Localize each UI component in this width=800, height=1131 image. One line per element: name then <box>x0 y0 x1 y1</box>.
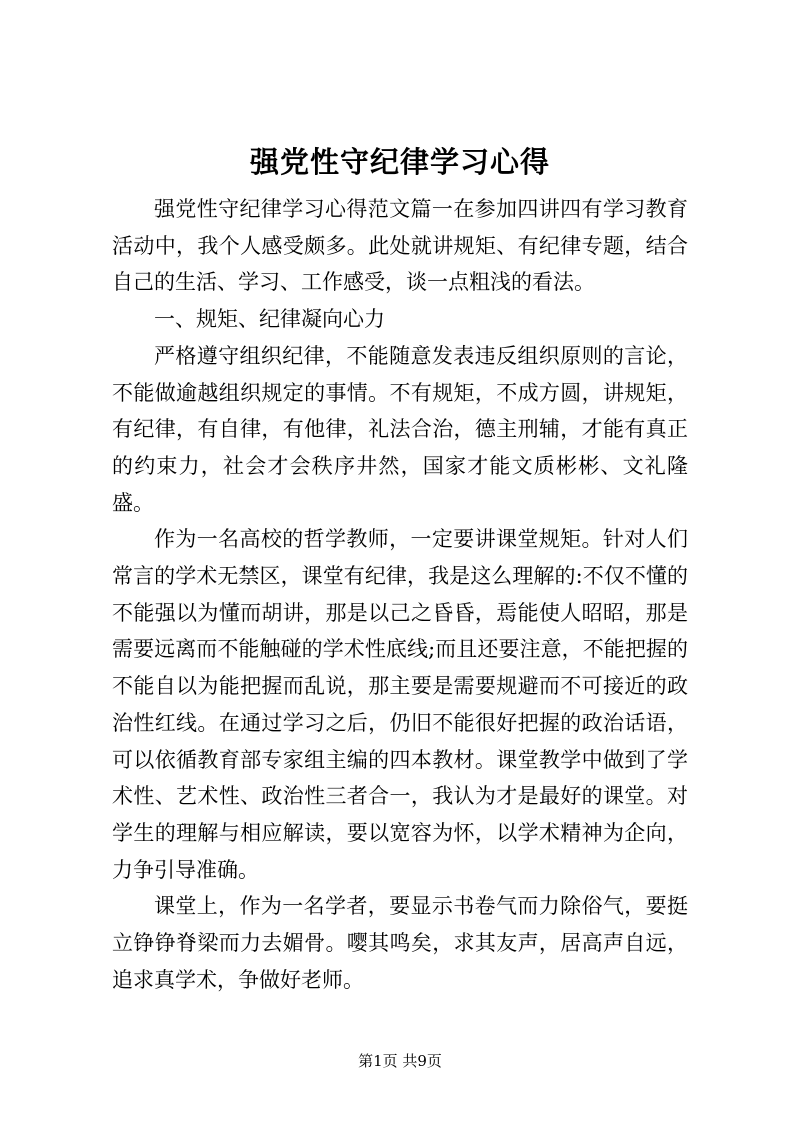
document-title: 强党性守纪律学习心得 <box>249 145 550 179</box>
document-body <box>112 191 688 998</box>
section-heading: 一、规矩、纪律凝向心力 <box>154 307 385 332</box>
paragraph-discipline: 严格遵守组织纪律，不能随意发表违反组织原则的言论，不能做逾越组织规定的事情。不有规矩，不成方圆，讲规矩，有纪律，有自律，有他律，礼法合治，德主刑辅，才能有真正的约束力，社会才会秩序井然，国家才能文质彬彬、文礼隆盛。 <box>112 343 688 515</box>
paragraph-teaching: 作为一名高校的哲学教师，一定要讲课堂规矩。针对人们常言的学术无禁区，课堂有纪律，我是这么理解的:不仅不懂的不能强以为懂而胡讲，那是以己之昏昏，焉能使人昭昭，那是需要远离而不能触碰的学术性底线;而且还要注意，不能把握的不能自以为能把握而乱说，那主要是需要规避而不可接近的政治性红线。在通过学习之后，仍旧不能很好把握的政治话语，可以依循教育部专家组主编的四本教材。课堂教学中做到了学术性、艺术性、政治性三者合一，我认为才是最好的课堂。对学生的理解与相应解读，要以宽容为怀，以学术精神为企向，力争引导准确。 <box>112 527 688 882</box>
paragraph-intro: 强党性守纪律学习心得范文篇一在参加四讲四有学习教育活动中，我个人感受颇多。此处就讲规矩、有纪律专题，结合自己的生活、学习、工作感受，谈一点粗浅的看法。 <box>112 197 688 295</box>
page-number-footer: 第1页 共9页 <box>358 1052 442 1070</box>
paragraph-classroom: 课堂上，作为一名学者，要显示书卷气而力除俗气，要挺立铮铮脊梁而力去媚骨。嘤其鸣矣，求其友声，居高声自远，追求真学术，争做好老师。 <box>112 894 688 992</box>
